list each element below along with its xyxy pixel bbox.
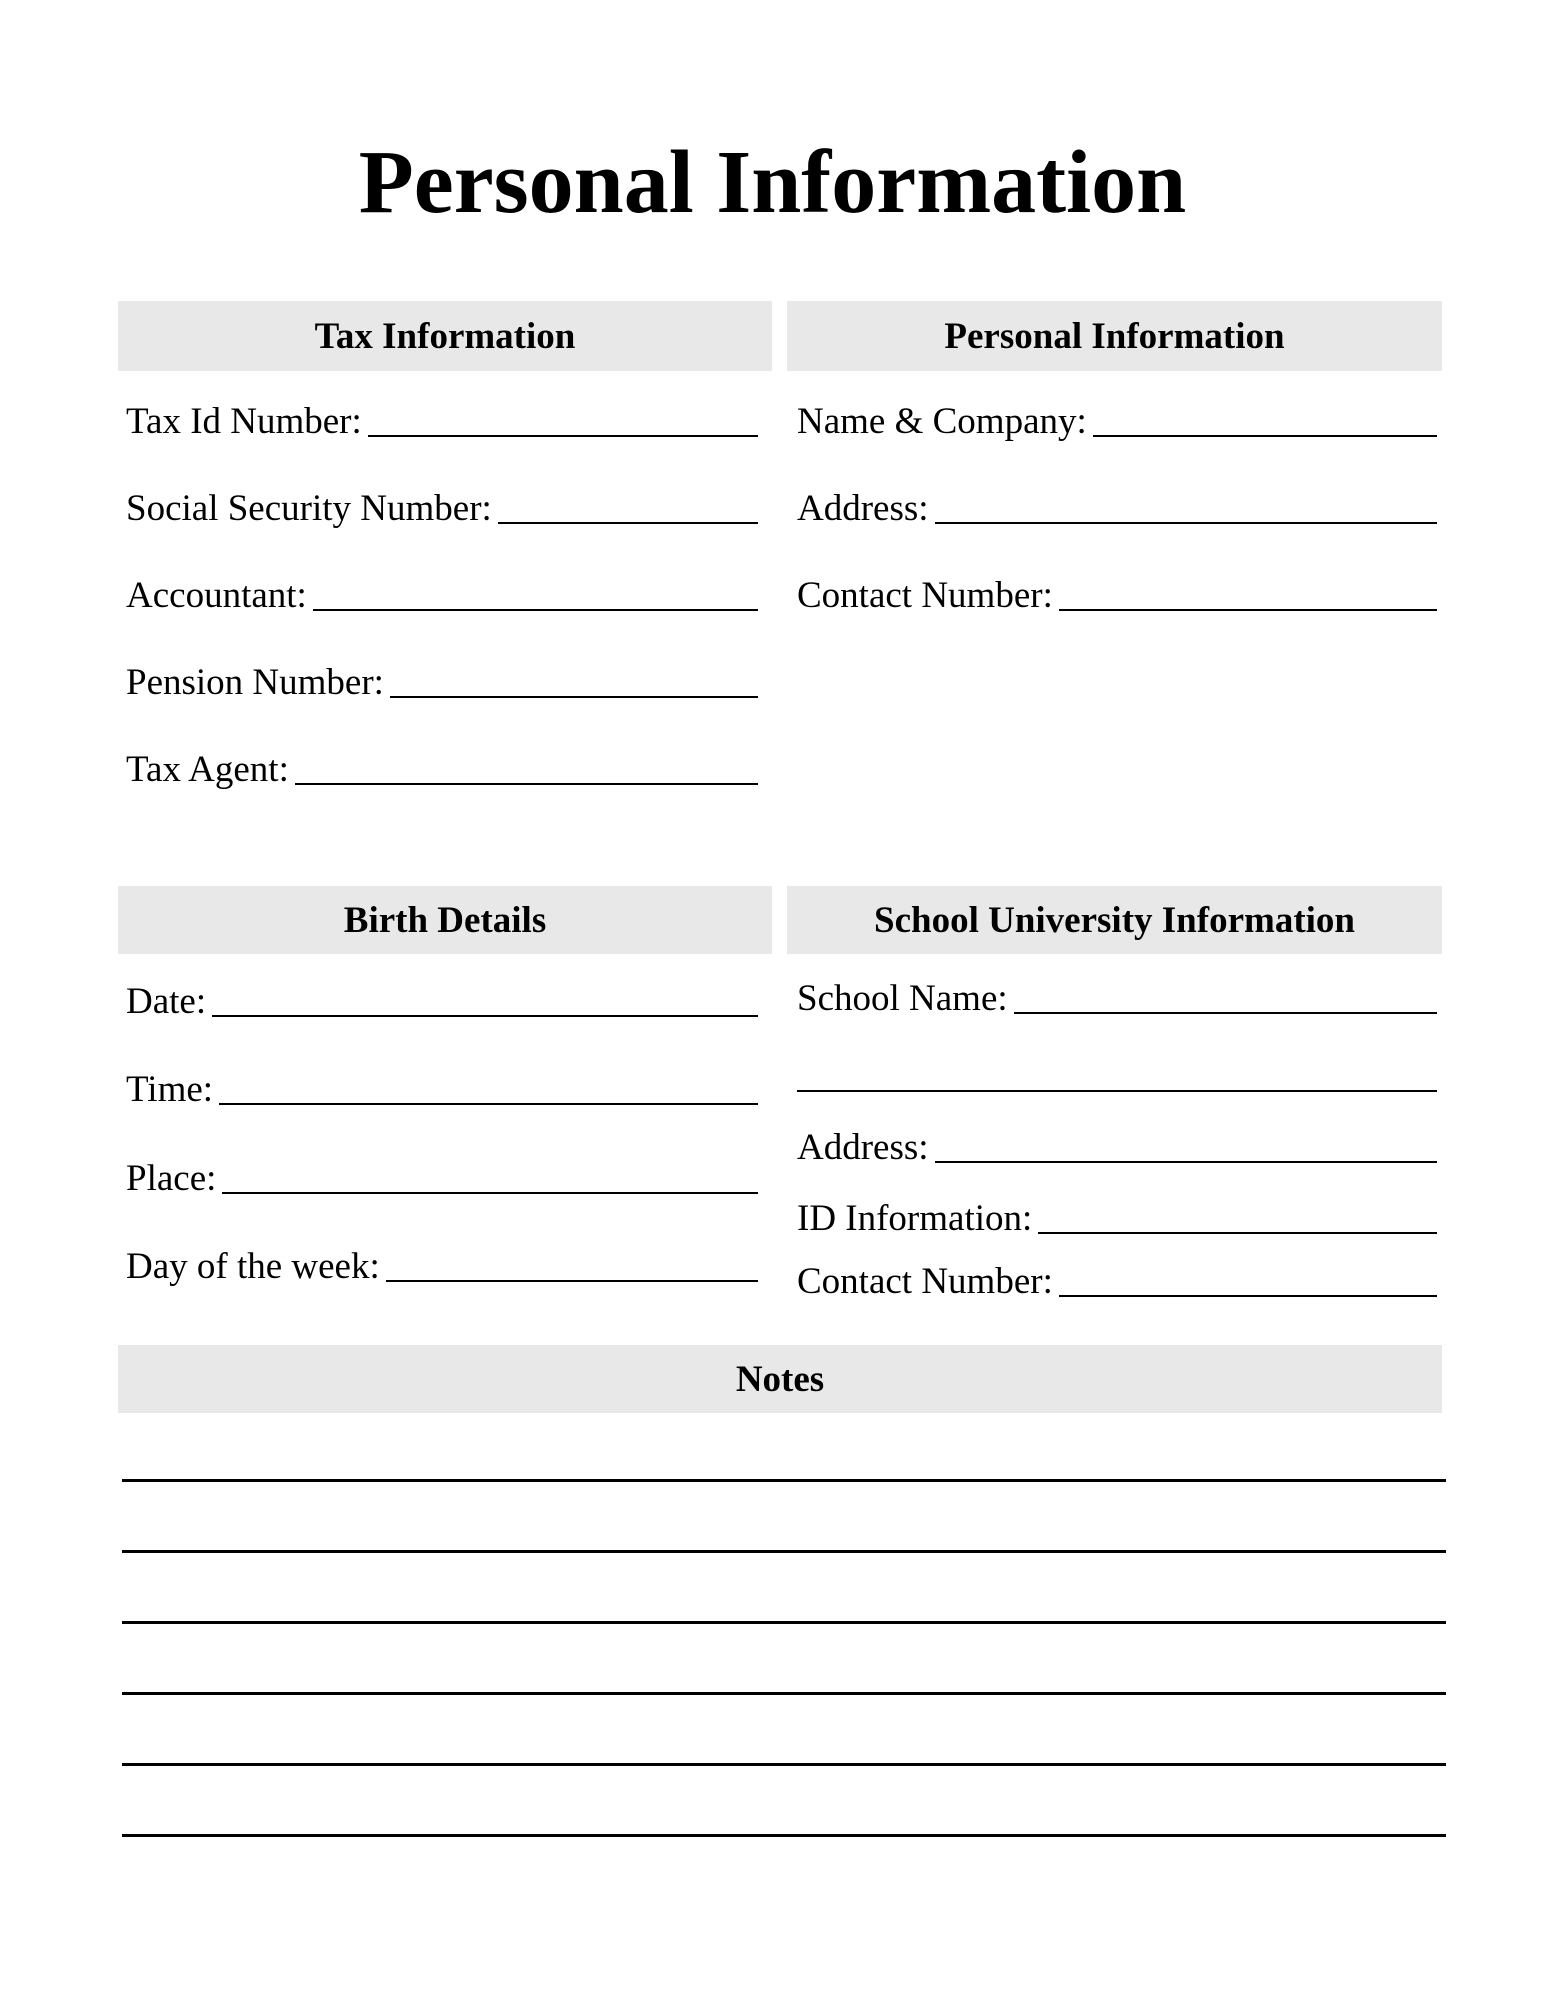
notes-line-5[interactable] <box>122 1763 1446 1766</box>
tax-agent-fill-line[interactable] <box>295 783 758 785</box>
section-header-notes: Notes <box>118 1345 1442 1413</box>
id-information-label: ID Information: <box>797 1197 1033 1239</box>
page-title: Personal Information <box>358 133 1187 232</box>
school-contact-number-fill-line[interactable] <box>1059 1295 1437 1297</box>
field-row-personal-contact-number <box>787 568 1442 616</box>
field-row-name-company <box>787 394 1442 442</box>
field-row-id-information <box>787 1191 1442 1239</box>
accountant-fill-line[interactable] <box>313 609 758 611</box>
personal-contact-number-label: Contact Number: <box>797 574 1053 616</box>
day-of-the-week-fill-line[interactable] <box>386 1280 758 1282</box>
section-header-personal-information: Personal Information <box>787 301 1442 371</box>
notes-line-1[interactable] <box>122 1479 1446 1482</box>
school-name-fill-line[interactable] <box>1014 1012 1437 1014</box>
school-address-label: Address: <box>797 1126 929 1168</box>
social-security-number-label: Social Security Number: <box>126 487 492 529</box>
field-row-accountant <box>118 568 772 616</box>
birth-place-fill-line[interactable] <box>222 1192 758 1194</box>
field-row-birth-date <box>118 974 772 1022</box>
day-of-the-week-label: Day of the week: <box>126 1245 380 1287</box>
field-row-tax-id-number <box>118 394 772 442</box>
tax-id-number-fill-line[interactable] <box>368 435 758 437</box>
personal-address-label: Address: <box>797 487 929 529</box>
accountant-label: Accountant: <box>126 574 307 616</box>
name-company-label: Name & Company: <box>797 400 1087 442</box>
field-row-social-security-number <box>118 481 772 529</box>
tax-agent-label: Tax Agent: <box>126 748 289 790</box>
field-row-tax-agent <box>118 742 772 790</box>
section-header-school-university-information: School University Information <box>787 886 1442 954</box>
birth-place-label: Place: <box>126 1157 217 1199</box>
field-row-school-name-continuation <box>787 1049 1442 1097</box>
tax-id-number-label: Tax Id Number: <box>126 400 362 442</box>
field-row-day-of-the-week <box>118 1239 772 1287</box>
field-row-pension-number <box>118 655 772 703</box>
field-row-personal-address <box>787 481 1442 529</box>
personal-address-fill-line[interactable] <box>935 522 1437 524</box>
notes-line-6[interactable] <box>122 1834 1446 1837</box>
school-contact-number-label: Contact Number: <box>797 1260 1053 1302</box>
notes-line-4[interactable] <box>122 1692 1446 1695</box>
id-information-fill-line[interactable] <box>1038 1232 1437 1234</box>
birth-date-label: Date: <box>126 980 207 1022</box>
personal-contact-number-fill-line[interactable] <box>1059 609 1437 611</box>
birth-time-fill-line[interactable] <box>219 1103 758 1105</box>
pension-number-fill-line[interactable] <box>390 696 758 698</box>
field-row-school-contact-number <box>787 1254 1442 1302</box>
notes-line-3[interactable] <box>122 1621 1446 1624</box>
field-row-school-name <box>787 971 1442 1019</box>
field-row-birth-place <box>118 1151 772 1199</box>
school-name-label: School Name: <box>797 977 1008 1019</box>
field-row-birth-time <box>118 1062 772 1110</box>
school-address-fill-line[interactable] <box>935 1161 1437 1163</box>
birth-date-fill-line[interactable] <box>212 1015 758 1017</box>
field-row-school-address <box>787 1120 1442 1168</box>
pension-number-label: Pension Number: <box>126 661 384 703</box>
social-security-number-fill-line[interactable] <box>498 522 758 524</box>
name-company-fill-line[interactable] <box>1093 435 1437 437</box>
birth-time-label: Time: <box>126 1068 214 1110</box>
section-header-tax-information: Tax Information <box>118 301 772 371</box>
school-name-continuation-fill-line[interactable] <box>797 1090 1437 1092</box>
section-header-birth-details: Birth Details <box>118 886 772 954</box>
notes-line-2[interactable] <box>122 1550 1446 1553</box>
